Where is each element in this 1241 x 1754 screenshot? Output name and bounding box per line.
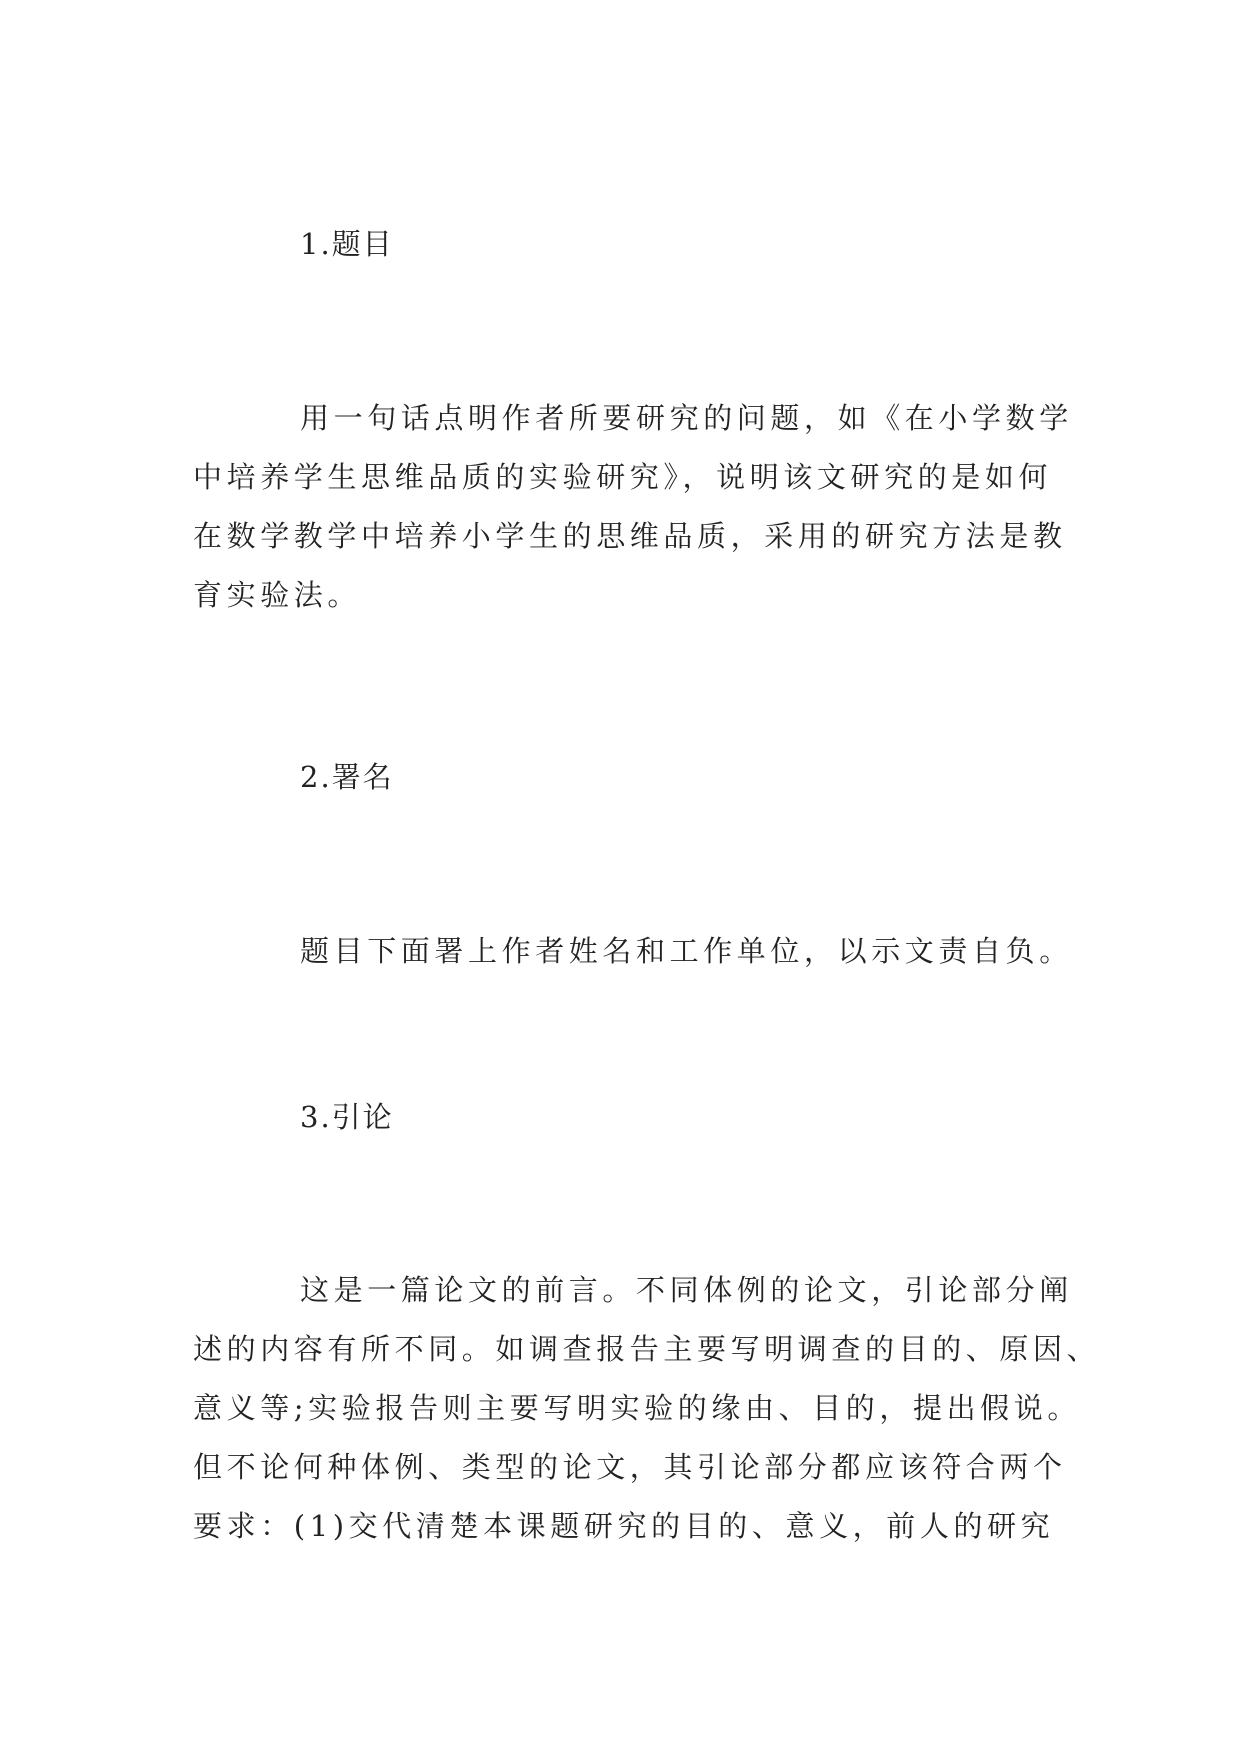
section-heading-signature: 2.署名 [300, 760, 394, 794]
paragraph-line: 这是一篇论文的前言。不同体例的论文，引论部分阐 [300, 1273, 1073, 1307]
paragraph-line: 要求：(1)交代清楚本课题研究的目的、意义，前人的研究 [193, 1509, 1055, 1543]
paragraph-line: 题目下面署上作者姓名和工作单位，以示文责自负。 [300, 934, 1073, 968]
paragraph-line: 述的内容有所不同。如调查报告主要写明调查的目的、原因、 [193, 1332, 1101, 1366]
paragraph-line: 中培养学生思维品质的实验研究》，说明该文研究的是如何 [193, 460, 1053, 494]
section-heading-title: 1.题目 [300, 227, 394, 261]
section-heading-introduction: 3.引论 [300, 1100, 394, 1134]
paragraph-line: 用一句话点明作者所要研究的问题，如《在小学数学 [300, 401, 1073, 435]
paragraph-line: 意义等;实验报告则主要写明实验的缘由、目的，提出假说。 [193, 1391, 1081, 1425]
paragraph-line: 在数学教学中培养小学生的思维品质，采用的研究方法是教 [193, 519, 1067, 553]
section-paragraph-introduction [193, 1261, 1101, 1556]
section-paragraph-signature [193, 922, 1073, 981]
paragraph-line: 育实验法。 [193, 578, 362, 612]
paragraph-line: 但不论何种体例、类型的论文，其引论部分都应该符合两个 [193, 1450, 1067, 1484]
section-paragraph-title [193, 389, 1073, 625]
